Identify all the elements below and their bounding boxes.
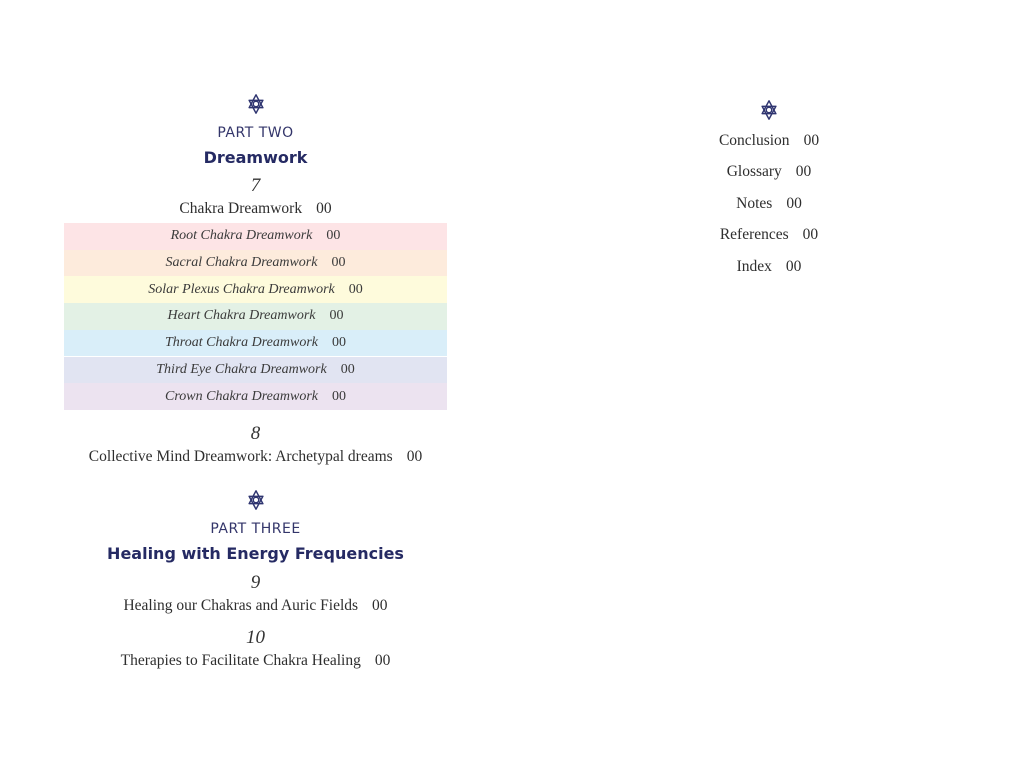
subsection-title: Throat Chakra Dreamwork <box>165 335 318 351</box>
chapter-9-title: Healing our Chakras and Auric Fields <box>123 597 359 614</box>
subsection-title: Heart Chakra Dreamwork <box>167 308 316 324</box>
subsection-title: Root Chakra Dreamwork <box>170 228 313 244</box>
subsection-title: Crown Chakra Dreamwork <box>165 388 318 404</box>
back-matter-title: Index <box>736 257 772 275</box>
back-matter-ornament <box>669 99 869 121</box>
subsection-page: 00 <box>326 228 341 244</box>
subsection-title: Third Eye Chakra Dreamwork <box>156 361 327 377</box>
back-matter-entry[interactable] <box>669 195 869 213</box>
part-two-title: Dreamwork <box>203 148 308 167</box>
back-matter-title: Glossary <box>726 163 782 181</box>
chapter-10-page: 00 <box>374 652 391 669</box>
back-matter-entry[interactable] <box>669 226 869 244</box>
chapter-7-page: 00 <box>316 200 332 217</box>
part-three-title: Healing with Energy Frequencies <box>107 544 404 563</box>
chapter-7-number: 7 <box>250 175 261 196</box>
back-matter-page: 00 <box>803 132 820 149</box>
back-matter-page: 00 <box>786 194 802 212</box>
lotus-star-icon <box>245 489 267 511</box>
chakra-subsection-row[interactable] <box>64 303 447 330</box>
chakra-subsection-row[interactable] <box>64 276 447 303</box>
chapter-8-number: 8 <box>250 423 261 444</box>
subsection-title: Solar Plexus Chakra Dreamwork <box>148 281 335 297</box>
part-two-label: PART TWO <box>217 125 294 141</box>
subsection-page: 00 <box>348 281 363 297</box>
back-matter-title: Conclusion <box>718 132 790 149</box>
back-matter-title: References <box>719 226 789 244</box>
lotus-star-icon <box>245 93 267 115</box>
chakra-subsection-row[interactable] <box>64 250 447 277</box>
back-matter-page: 00 <box>785 257 802 275</box>
chakra-subsection-row[interactable] <box>64 330 447 357</box>
lotus-star-icon <box>758 99 780 121</box>
subsection-page: 00 <box>331 388 346 404</box>
part-two-ornament <box>64 93 447 115</box>
chakra-subsection-row[interactable] <box>64 357 447 384</box>
chapter-8-title: Collective Mind Dreamwork: Archetypal dreams <box>88 448 393 465</box>
back-matter-entry[interactable] <box>669 132 869 150</box>
chapter-10-number: 10 <box>246 627 265 648</box>
chakra-subsection-row[interactable] <box>64 383 447 410</box>
chapter-7-entry[interactable] <box>64 200 447 218</box>
back-matter-page: 00 <box>802 226 819 244</box>
subsection-page: 00 <box>331 255 346 271</box>
chakra-subsection-row[interactable] <box>64 223 447 250</box>
chapter-9-page: 00 <box>372 597 388 614</box>
chapter-9-number: 9 <box>250 572 261 593</box>
subsection-title: Sacral Chakra Dreamwork <box>165 255 318 271</box>
subsection-page: 00 <box>331 335 346 351</box>
part-three-ornament <box>64 489 447 511</box>
chapter-7-title: Chakra Dreamwork <box>179 200 303 217</box>
chapter-9-entry[interactable] <box>64 597 447 615</box>
subsection-page: 00 <box>329 308 344 324</box>
subsection-page: 00 <box>340 361 355 377</box>
chapter-10-entry[interactable] <box>64 652 447 670</box>
chapter-8-page: 00 <box>406 448 423 465</box>
back-matter-title: Notes <box>736 194 773 212</box>
chapter-10-title: Therapies to Facilitate Chakra Healing <box>120 652 361 669</box>
back-matter-page: 00 <box>795 163 812 181</box>
back-matter-entry[interactable] <box>669 258 869 276</box>
part-three-label: PART THREE <box>210 521 301 537</box>
chapter-8-entry[interactable] <box>64 448 447 466</box>
back-matter-entry[interactable] <box>669 163 869 181</box>
